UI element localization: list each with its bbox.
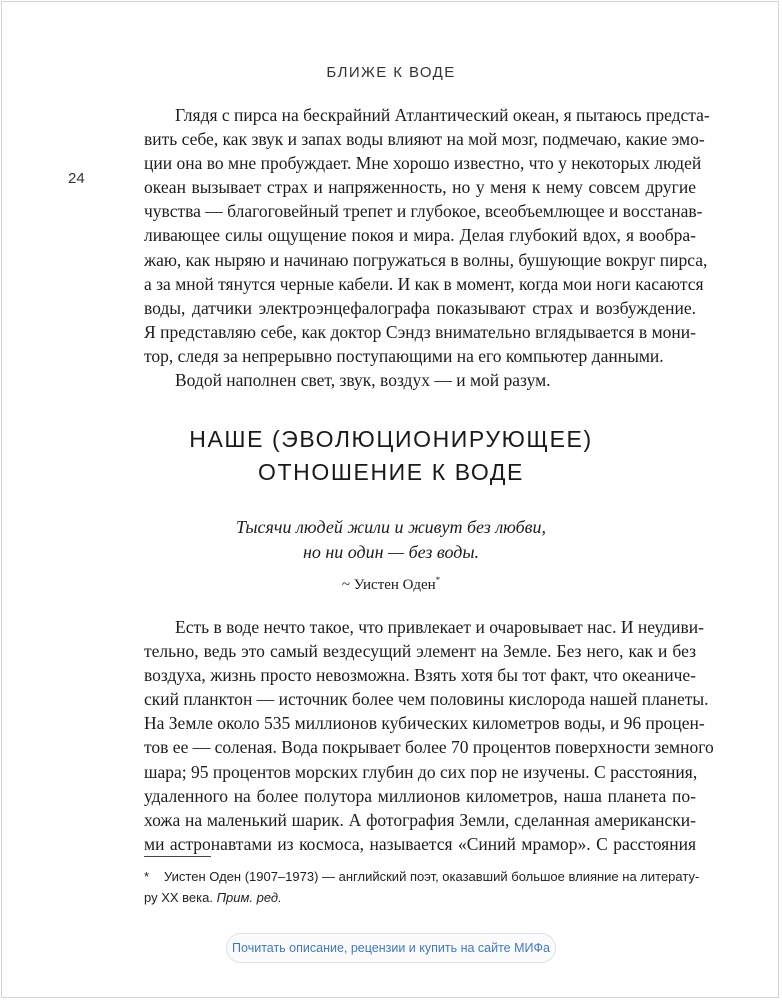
text-line: ции она во мне пробуждает. Мне хорошо известно, что у некоторых людей [144, 153, 702, 174]
epigraph-line-2: но ни один — без воды. [302, 542, 480, 562]
epigraph-attribution [0, 568, 782, 597]
footnote-line-1 [144, 866, 700, 887]
text-line: воздуха, жизнь просто невозможна. Взять хотя бы тот факт, что океаниче- [144, 665, 696, 686]
text-line: Есть в воде нечто такое, что привлекает и очаровывает нас. И неудиви- [175, 617, 704, 637]
text-line: хожа на маленький шарик. А фотография Земли, сделанная американски- [144, 809, 696, 830]
section-heading [0, 423, 782, 489]
section-heading-line-2: ОТНОШЕНИЕ К ВОДЕ [258, 459, 524, 485]
editor-note: Прим. ред. [216, 890, 282, 905]
text-line: а за мной тянутся черные кабели. И как в момент, когда мои ноги касаются [144, 273, 704, 294]
text-line: Водой наполнен свет, звук, воздух — и мой разум. [175, 370, 551, 391]
epigraph-line-1: Тысячи людей жили и живут без любви, [236, 517, 546, 537]
text-line: На Земле около 535 миллионов кубических километров воды, и 96 процен- [144, 713, 705, 734]
footnote [144, 866, 700, 908]
text-line: ми астронавтами из космоса, называется «Синий мрамор». С расстояния [144, 833, 696, 854]
footnote-text-1: Уистен Оден (1907–1973) — английский поэт, оказавший большое влияние на литерату- [164, 869, 700, 884]
running-head: БЛИЖЕ К ВОДЕ [326, 64, 456, 81]
text-line: жаю, как ныряю и начинаю погружаться в волны, бушующие вокруг пирса, [144, 249, 708, 270]
epigraph [0, 515, 782, 597]
text-line: океан вызывает страх и напряженность, но у меня к нему совсем другие [144, 177, 696, 198]
epigraph-author: ~ Уистен Оден [341, 577, 436, 593]
section-heading-line-1: НАШЕ (ЭВОЛЮЦИОНИРУЮЩЕЕ) [189, 426, 593, 452]
footnote-star: * [144, 869, 150, 884]
page-number: 24 [68, 170, 85, 187]
intro-paragraphs [144, 103, 710, 392]
buy-on-mif-link[interactable]: Почитать описание, рецензии и купить на сайте МИФа [226, 933, 556, 963]
text-line: воды, датчики электроэнцефалографа показывают страх и возбуждение. [144, 297, 696, 318]
text-line: ский планктон — источник более чем половины кислорода нашей планеты. [144, 689, 709, 710]
text-line: чувства — благоговейный трепет и глубокое, всеобъемлющее и восстанав- [144, 201, 703, 222]
footnote-line-2 [144, 887, 696, 908]
footnote-marker: * [435, 575, 441, 585]
text-line: Я представляю себе, как доктор Сэндз внимательно вглядывается в мони- [144, 321, 696, 342]
text-line: Глядя с пирса на бескрайний Атлантический океан, я пытаюсь предста- [175, 105, 710, 125]
text-line: вить себе, как звук и запах воды влияют на мой мозг, подмечаю, какие эмо- [144, 129, 705, 150]
text-line: удаленного на более полутора миллионов километров, наша планета по- [144, 785, 696, 806]
text-line: ливающее силы ощущение покоя и мира. Делая глубокий вдох, я вообра- [144, 225, 696, 246]
text-line: тор, следя за непрерывно поступающими на его компьютер данными. [144, 345, 664, 366]
footnote-text-2: ру XX века. [144, 890, 213, 905]
text-line: тельно, ведь это самый вездесущий элемент на Земле. Без него, как и без [144, 641, 696, 662]
text-line: тов ее — соленая. Вода покрывает более 70 процентов поверхности земного [144, 737, 714, 758]
text-line: шара; 95 процентов морских глубин до сих пор не изучены. С расстояния, [144, 761, 698, 782]
footnote-rule [144, 856, 211, 857]
body-paragraph [144, 615, 714, 856]
